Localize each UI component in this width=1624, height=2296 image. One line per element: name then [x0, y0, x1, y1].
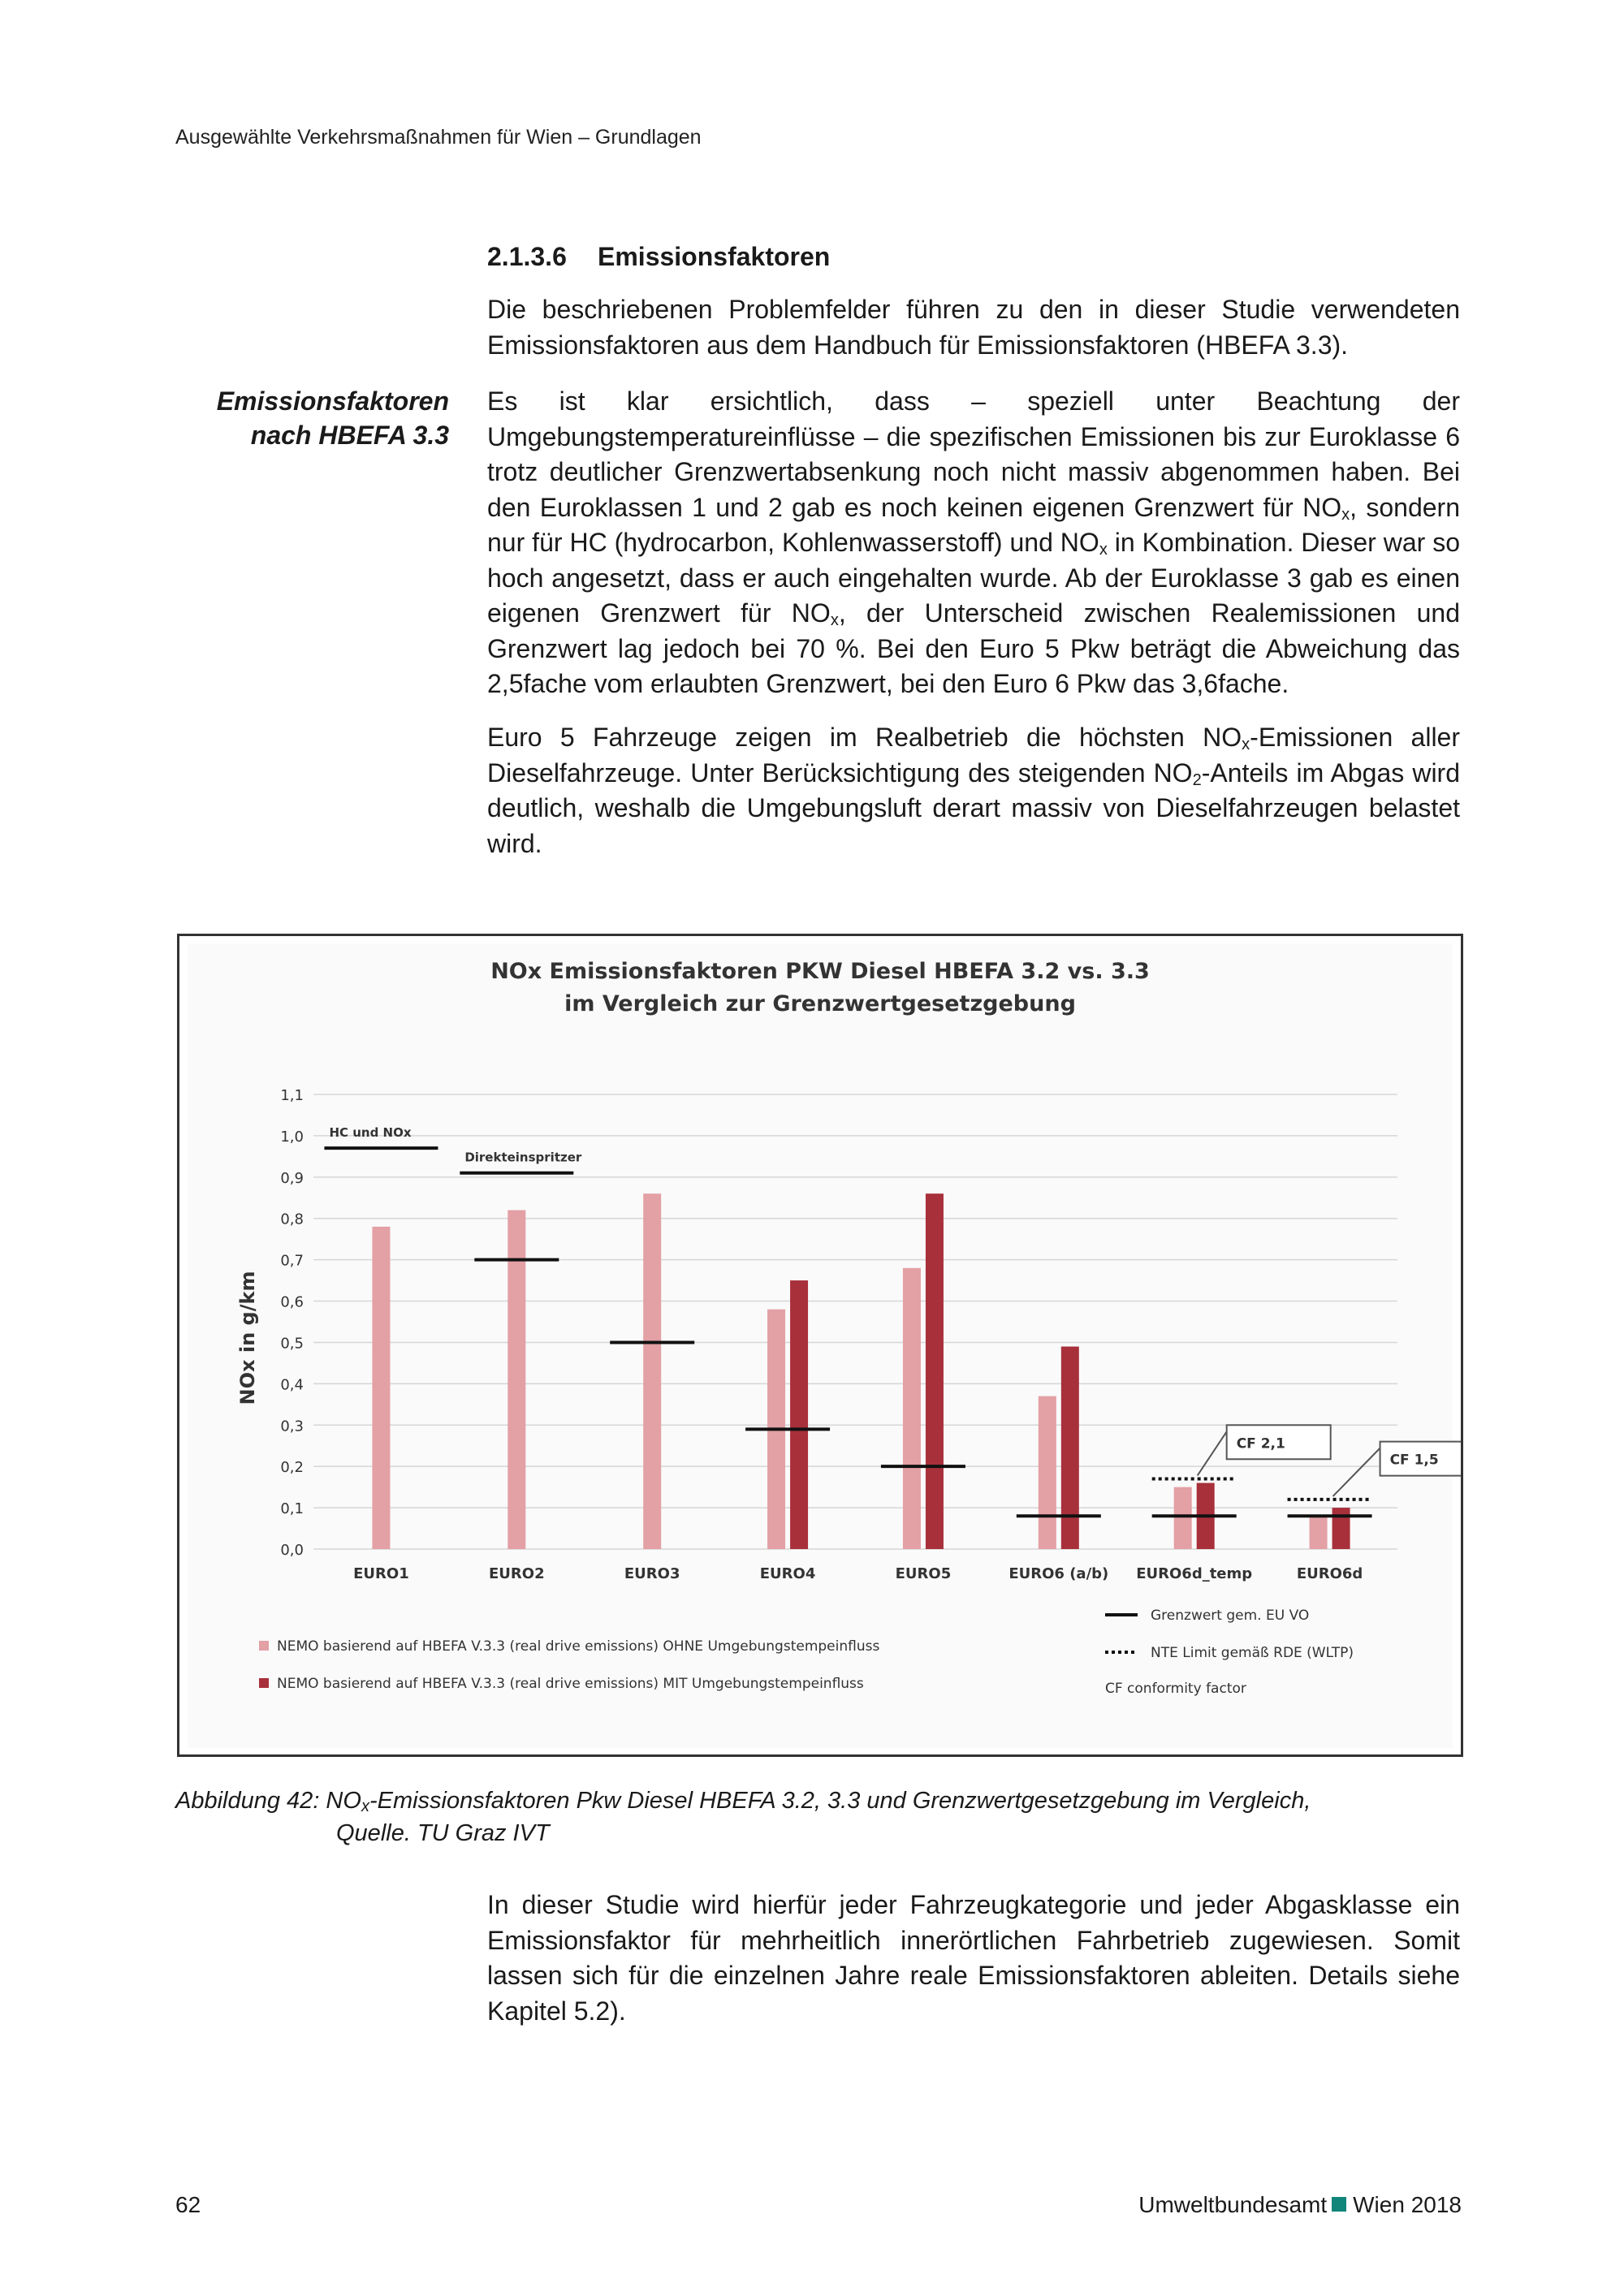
subscript: x — [1099, 541, 1108, 559]
y-tick-label: 1,0 — [280, 1128, 304, 1146]
y-tick-label: 0,8 — [280, 1211, 304, 1228]
caption-subscript: x — [361, 1798, 369, 1815]
x-tick-label: EURO5 — [895, 1565, 952, 1582]
bar-ohne-4 — [903, 1268, 921, 1549]
cf-pointer-0 — [1198, 1431, 1227, 1475]
limit-label-1: Direkteinspritzer — [464, 1150, 582, 1165]
bar-ohne-5 — [1039, 1396, 1056, 1549]
p2-text-a: Es ist klar ersichtlich, dass – speziell unter Beachtung der Umgebungstemperatureinflüsse – die spezifischen Emissionen bis zur Euroklasse 6 trotz deutlicher Grenzwertabsenkung noch nicht massiv abgenommen haben. Bei den Euroklassen 1 und 2 gab es noch keinen eigenen Grenzwert für NO — [487, 386, 1460, 522]
subscript: x — [1341, 505, 1350, 524]
y-tick-label: 0,1 — [280, 1500, 304, 1518]
x-tick-label: EURO3 — [624, 1565, 680, 1582]
caption-text: -Emissionsfaktoren Pkw Diesel HBEFA 3.2, 3.3 und Grenzwertgesetzgebung im Vergleich, — [369, 1788, 1311, 1814]
y-tick-label: 0,9 — [280, 1169, 304, 1187]
cf-label-1: CF 1,5 — [1389, 1452, 1439, 1469]
p2-text-b: , sondern nur für HC (hydrocarbon, Kohlenwasserstoff) und NO — [487, 492, 1461, 557]
y-tick-label: 0,5 — [280, 1335, 304, 1353]
p3-text-a: Euro 5 Fahrzeuge zeigen im Realbetrieb die höchsten NO — [487, 723, 1242, 752]
paragraph-3 — [487, 720, 1460, 861]
footer-year: Wien 2018 — [1353, 2192, 1462, 2217]
y-tick-label: 0,4 — [280, 1376, 304, 1394]
y-tick-label: 0,2 — [280, 1459, 304, 1477]
legend-swatch-1 — [259, 1678, 269, 1688]
x-tick-label: EURO2 — [489, 1565, 545, 1582]
y-tick-label: 0,0 — [280, 1542, 304, 1559]
p3-text-c: -Anteils im Abgas wird deutlich, weshalb die Umgebungsluft derart massiv von Dieselfahrzeugen belastet wird. — [487, 757, 1461, 858]
margin-note — [217, 384, 449, 452]
y-tick-label: 0,7 — [280, 1252, 304, 1270]
p2-text-c: in Kombination. Dieser war so hoch angesetzt, dass er auch eingehalten wurde. Ab der Euroklasse 3 gab es einen eigenen Grenzwert für NO — [487, 528, 1461, 628]
bar-mit-4 — [926, 1193, 944, 1549]
x-tick-label: EURO6d — [1296, 1565, 1363, 1582]
chart-title: NOx Emissionsfaktoren PKW Diesel HBEFA 3.2 vs. 3.3 — [490, 959, 1150, 984]
cf-label-0: CF 2,1 — [1236, 1435, 1285, 1452]
running-header: Ausgewählte Verkehrsmaßnahmen für Wien – Grundlagen — [175, 126, 702, 149]
legend-nte-label: NTE Limit gemäß RDE (WLTP) — [1151, 1645, 1354, 1661]
legend-series-1: NEMO basierend auf HBEFA V.3.3 (real drive emissions) MIT Umgebungstempeinfluss — [277, 1676, 864, 1692]
legend-series-0: NEMO basierend auf HBEFA V.3.3 (real drive emissions) OHNE Umgebungstempeinfluss — [277, 1638, 880, 1655]
y-axis-label: NOx in g/km — [236, 1271, 259, 1405]
bar-mit-7 — [1332, 1508, 1350, 1549]
bar-ohne-7 — [1310, 1516, 1328, 1549]
paragraph-4: In dieser Studie wird hierfür jeder Fahrzeugkategorie und jeder Abgasklasse ein Emissionsfaktor für mehrheitlich innerörtlichen Fahrbetrieb zugewiesen. Somit lassen sich für die einzelnen Jahre reale Emissionsfaktoren ableiten. Details siehe Kapitel 5.2). — [487, 1890, 1460, 2026]
figure-frame — [177, 934, 1463, 1757]
page-number: 62 — [175, 2192, 201, 2217]
brand-square-icon — [1332, 2197, 1346, 2212]
figure-caption — [175, 1785, 1466, 1849]
x-tick-label: EURO6d_temp — [1136, 1565, 1253, 1582]
bar-ohne-6 — [1174, 1487, 1192, 1549]
bar-ohne-0 — [372, 1227, 390, 1549]
subscript: x — [1242, 736, 1250, 753]
margin-note-line2: nach HBEFA 3.3 — [250, 421, 449, 450]
y-tick-label: 1,1 — [280, 1087, 304, 1104]
legend-grenzwert-label: Grenzwert gem. EU VO — [1151, 1608, 1310, 1624]
bar-mit-5 — [1061, 1347, 1079, 1549]
x-tick-label: EURO4 — [759, 1565, 816, 1582]
section-heading — [487, 242, 830, 272]
subscript: 2 — [1192, 770, 1202, 789]
legend-cf-label: CF conformity factor — [1105, 1681, 1246, 1697]
cf-pointer-1 — [1333, 1448, 1380, 1496]
y-tick-label: 0,3 — [280, 1418, 304, 1435]
publisher: Umweltbundesamt — [1138, 2192, 1328, 2217]
nox-chart — [179, 936, 1461, 1754]
p3-text-b: -Emissionen aller Dieselfahrzeuge. Unter Berücksichtigung des steigenden NO — [487, 723, 1461, 788]
chart-subtitle: im Vergleich zur Grenzwertgesetzgebung — [564, 991, 1076, 1016]
x-tick-label: EURO6 (a/b) — [1009, 1565, 1109, 1582]
y-tick-label: 0,6 — [280, 1293, 304, 1311]
subscript: x — [830, 611, 839, 629]
caption-prefix: Abbildung 42: NO — [175, 1788, 361, 1814]
x-tick-label: EURO1 — [353, 1565, 409, 1582]
bar-mit-3 — [790, 1280, 808, 1549]
footer-brand — [1138, 2192, 1462, 2218]
paragraph-2 — [487, 384, 1460, 702]
bar-ohne-2 — [643, 1193, 661, 1549]
margin-note-line1: Emissionsfaktoren — [216, 386, 449, 416]
limit-label-0: HC und NOx — [329, 1125, 412, 1141]
section-number: 2.1.3.6 — [487, 242, 567, 271]
section-title: Emissionsfaktoren — [598, 242, 831, 271]
legend-swatch-0 — [259, 1641, 269, 1651]
caption-source: Quelle. TU Graz IVT — [336, 1820, 550, 1846]
p2-text-d: , der Unterscheid zwischen Realemissionen und Grenzwert lag jedoch bei 70 %. Bei den Euro 5 Pkw beträgt die Abweichung das 2,5fache vom erlaubten Grenzwert, bei den Euro 6 Pkw das 3,6fache. — [487, 598, 1461, 698]
paragraph-1: Die beschriebenen Problemfelder führen zu den in dieser Studie verwendeten Emissionsfaktoren aus dem Handbuch für Emissionsfaktoren (HBEFA 3.3). — [487, 295, 1460, 360]
